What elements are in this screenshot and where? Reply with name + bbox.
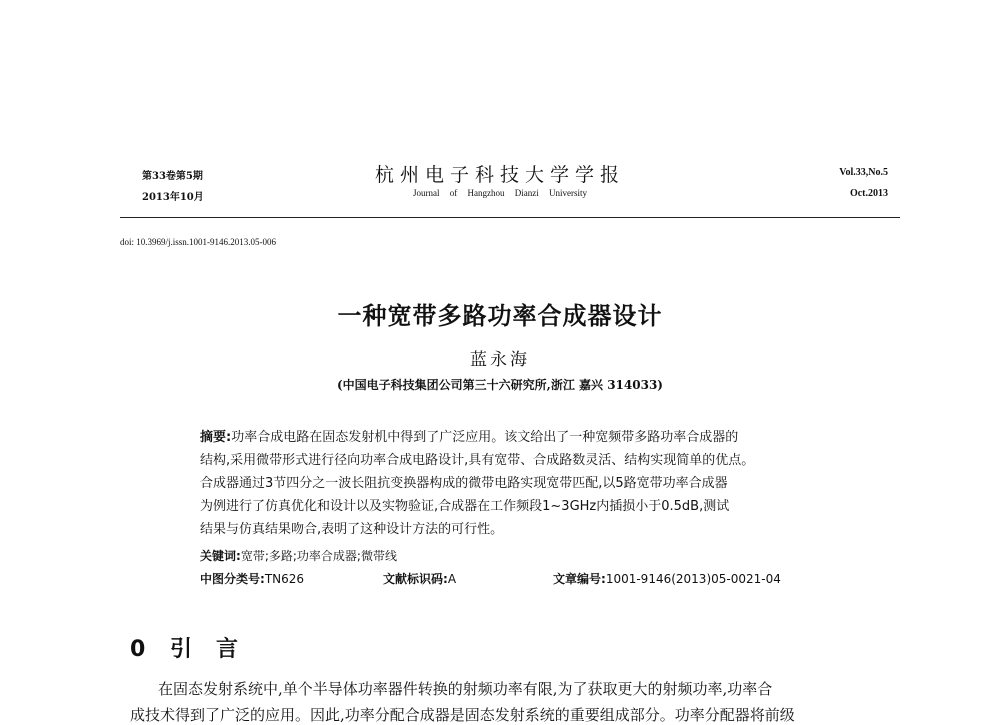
volume-label: Vol.33,No.5 xyxy=(839,167,888,178)
keywords xyxy=(200,547,397,564)
section-heading xyxy=(130,632,262,663)
abstract-line: 结构,采用微带形式进行径向功率合成电路设计,具有宽带、合成路数灵活、结构实现简单的优点。 xyxy=(200,453,755,468)
journal-title-en: Journal of Hangzhou Dianzi University xyxy=(413,188,587,198)
keywords-value: 宽带;多路;功率合成器;微带线 xyxy=(240,549,397,563)
header-divider xyxy=(120,217,900,218)
clc-label: 中图分类号: xyxy=(200,572,265,586)
article-number xyxy=(553,570,781,587)
abstract-text: 功率合成电路在固态发射机中得到了广泛应用。该文给出了一种宽频带多路功率合成器的 xyxy=(231,430,739,445)
issue-label: 第33卷第5期 xyxy=(142,171,203,182)
journal-title: 杭州电子科技大学学报 xyxy=(374,164,625,186)
body-line: 成技术得到了广泛的应用。因此,功率分配合成器是固态发射系统的重要组成部分。功率分配器将前级 xyxy=(130,706,795,724)
date-en-label: Oct.2013 xyxy=(849,188,888,199)
abstract-line: 结果与仿真结果吻合,表明了这种设计方法的可行性。 xyxy=(200,522,504,537)
abstract xyxy=(200,426,840,541)
affiliation: (中国电子科技集团公司第三十六研究所,浙江 嘉兴 314033) xyxy=(337,378,663,392)
section-title: 引言 xyxy=(170,637,263,662)
clc-value: TN626 xyxy=(264,572,305,586)
doi: doi: 10.3969/j.issn.1001-9146.2013.05-006 xyxy=(120,237,277,247)
art-value: 1001-9146(2013)05-0021-04 xyxy=(605,572,781,586)
document-code xyxy=(383,570,456,587)
doc-value: A xyxy=(447,572,457,586)
keywords-label: 关键词: xyxy=(200,549,241,563)
author-name: 蓝永海 xyxy=(470,350,530,370)
abstract-label: 摘要: xyxy=(200,430,232,445)
body-line: 在固态发射系统中,单个半导体功率器件转换的射频功率有限,为了获取更大的射频功率,功率合 xyxy=(158,680,773,698)
doc-label: 文献标识码: xyxy=(383,572,448,586)
abstract-line xyxy=(200,426,840,449)
art-label: 文章编号: xyxy=(553,572,606,586)
clc-number xyxy=(200,570,304,587)
abstract-line: 为例进行了仿真优化和设计以及实物验证,合成器在工作频段1~3GHz内插损小于0.5dB,测试 xyxy=(200,499,730,514)
section-number: 0 xyxy=(130,637,146,662)
article-title: 一种宽带多路功率合成器设计 xyxy=(337,302,663,330)
abstract-line: 合成器通过3节四分之一波长阻抗变换器构成的微带电路实现宽带匹配,以5路宽带功率合成器 xyxy=(200,476,728,491)
date-label: 2013年10月 xyxy=(142,192,204,203)
